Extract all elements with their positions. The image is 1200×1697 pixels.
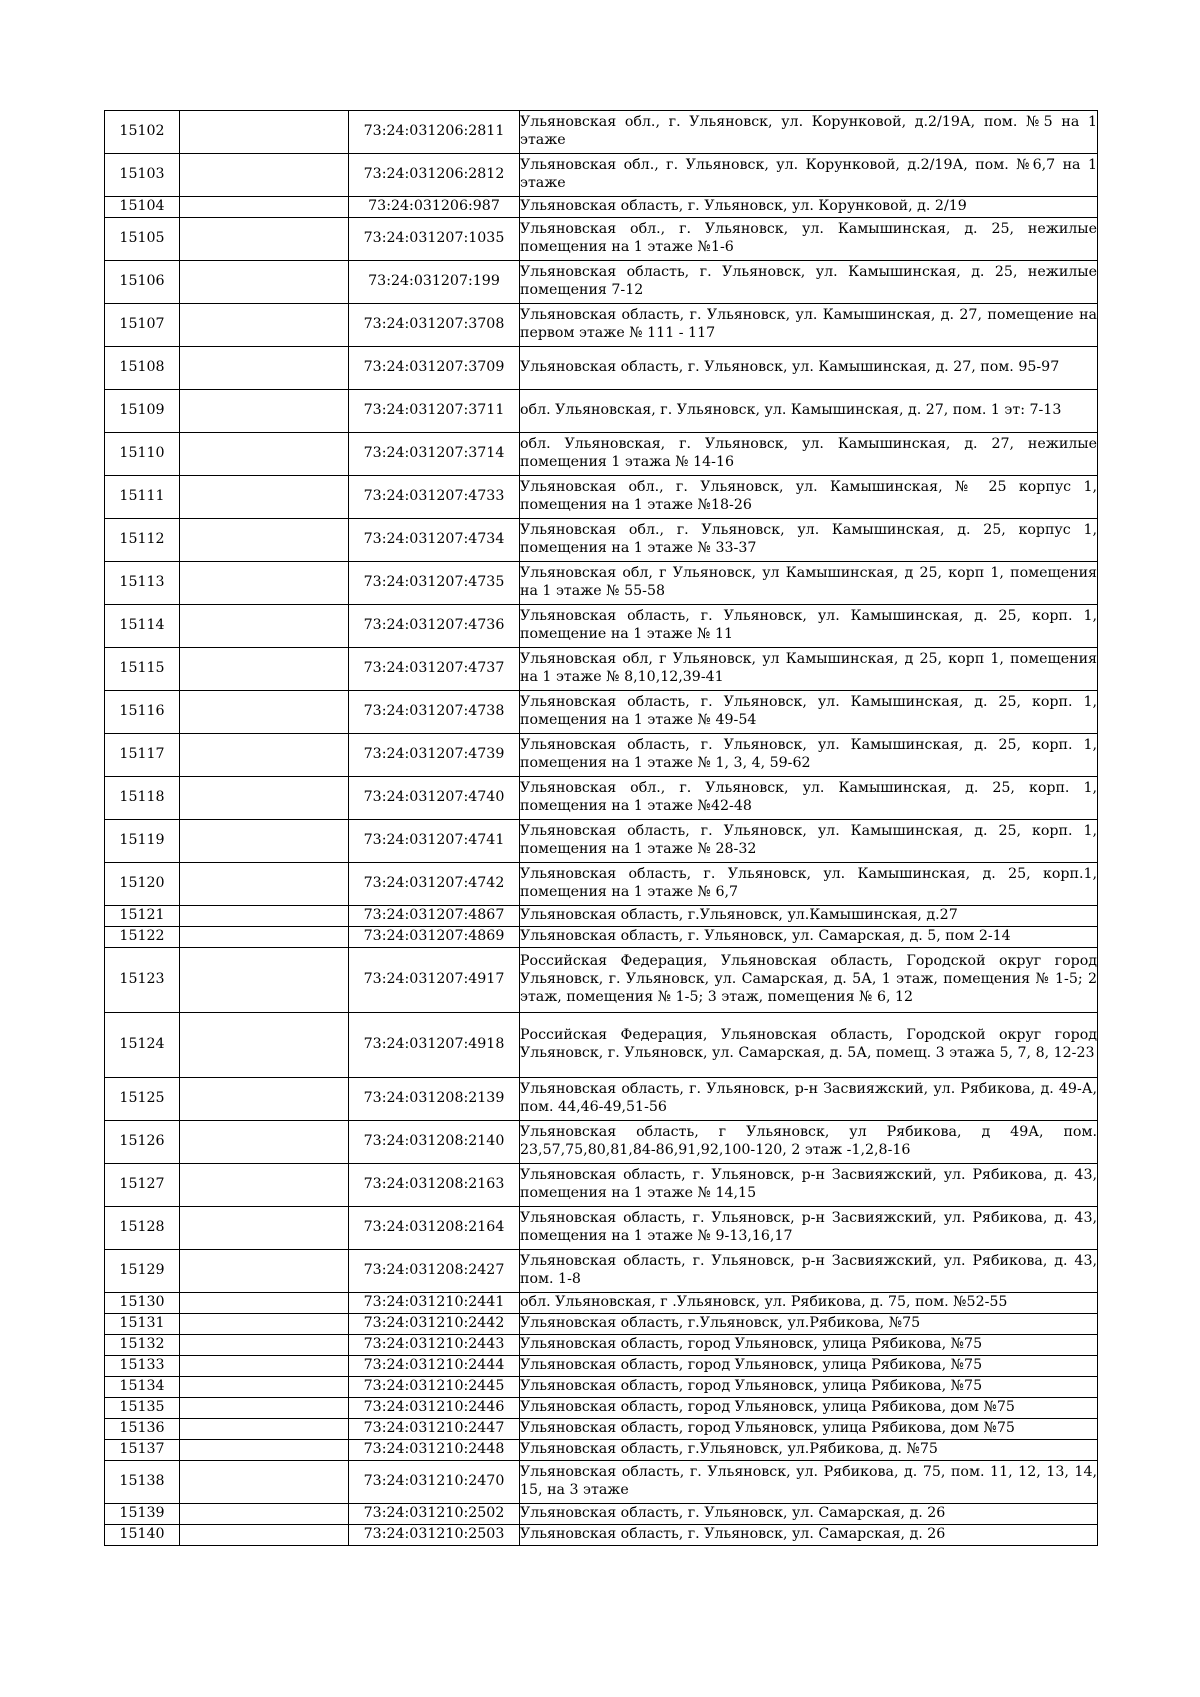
empty-cell xyxy=(180,734,349,777)
table-row xyxy=(105,1250,1098,1293)
row-number-cell: 15122 xyxy=(105,927,180,948)
empty-cell xyxy=(180,777,349,820)
address-cell: Ульяновская область, город Ульяновск, улица Рябикова, №75 xyxy=(520,1335,1098,1356)
cadastral-number-cell: 73:24:031207:4734 xyxy=(349,519,520,562)
table-row xyxy=(105,1078,1098,1121)
empty-cell xyxy=(180,1398,349,1419)
row-number-cell: 15111 xyxy=(105,476,180,519)
table-row xyxy=(105,562,1098,605)
row-number-cell: 15115 xyxy=(105,648,180,691)
address-cell: Ульяновская область, г.Ульяновск, ул.Камышинская, д.27 xyxy=(520,906,1098,927)
address-cell: обл. Ульяновская, г .Ульяновск, ул. Рябикова, д. 75, пом. №52-55 xyxy=(520,1293,1098,1314)
address-cell: Ульяновская область, город Ульяновск, улица Рябикова, дом №75 xyxy=(520,1419,1098,1440)
empty-cell xyxy=(180,347,349,390)
address-cell: Ульяновская область, г. Ульяновск, ул. Камышинская, д. 25, корп.1, помещения на 1 этаже № 6,7 xyxy=(520,863,1098,906)
empty-cell xyxy=(180,948,349,1013)
cadastral-number-cell: 73:24:031207:4917 xyxy=(349,948,520,1013)
cadastral-number-cell: 73:24:031210:2446 xyxy=(349,1398,520,1419)
cadastral-number-cell: 73:24:031206:2812 xyxy=(349,154,520,197)
address-cell: Ульяновская область, г. Ульяновск, ул. Камышинская, д. 27, помещение на первом этаже № 111 - 117 xyxy=(520,304,1098,347)
row-number-cell: 15140 xyxy=(105,1525,180,1546)
address-cell: Ульяновская область, г. Ульяновск, ул. Камышинская, д. 25, корп. 1, помещения на 1 этаже № 28-32 xyxy=(520,820,1098,863)
row-number-cell: 15104 xyxy=(105,197,180,218)
register-body xyxy=(105,111,1098,1546)
table-row xyxy=(105,927,1098,948)
address-cell: Ульяновская область, г. Ульяновск, р-н Засвияжский, ул. Рябикова, д. 43, пом. 1-8 xyxy=(520,1250,1098,1293)
empty-cell xyxy=(180,1525,349,1546)
address-cell: Ульяновская обл., г. Ульяновск, ул. Камышинская, д. 25, корпус 1, помещения на 1 этаже № 33-37 xyxy=(520,519,1098,562)
address-cell: Ульяновская обл, г Ульяновск, ул Камышинская, д 25, корп 1, помещения на 1 этаже № 8,10,12,39-41 xyxy=(520,648,1098,691)
address-cell: Ульяновская область, город Ульяновск, улица Рябикова, №75 xyxy=(520,1377,1098,1398)
row-number-cell: 15109 xyxy=(105,390,180,433)
table-row xyxy=(105,906,1098,927)
address-cell: Ульяновская обл., г. Ульяновск, ул. Камышинская, д. 25, нежилые помещения на 1 этаже №1-6 xyxy=(520,218,1098,261)
row-number-cell: 15103 xyxy=(105,154,180,197)
empty-cell xyxy=(180,1377,349,1398)
row-number-cell: 15117 xyxy=(105,734,180,777)
cadastral-number-cell: 73:24:031210:2441 xyxy=(349,1293,520,1314)
cadastral-number-cell: 73:24:031208:2164 xyxy=(349,1207,520,1250)
empty-cell xyxy=(180,1293,349,1314)
table-row xyxy=(105,154,1098,197)
table-row xyxy=(105,1525,1098,1546)
empty-cell xyxy=(180,1207,349,1250)
row-number-cell: 15113 xyxy=(105,562,180,605)
row-number-cell: 15126 xyxy=(105,1121,180,1164)
table-row xyxy=(105,734,1098,777)
row-number-cell: 15130 xyxy=(105,1293,180,1314)
row-number-cell: 15116 xyxy=(105,691,180,734)
address-cell: Ульяновская область, г. Ульяновск, ул. Камышинская, д. 25, корп. 1, помещение на 1 этаже № 11 xyxy=(520,605,1098,648)
row-number-cell: 15118 xyxy=(105,777,180,820)
cadastral-number-cell: 73:24:031210:2448 xyxy=(349,1440,520,1461)
row-number-cell: 15110 xyxy=(105,433,180,476)
empty-cell xyxy=(180,390,349,433)
row-number-cell: 15102 xyxy=(105,111,180,154)
row-number-cell: 15132 xyxy=(105,1335,180,1356)
cadastral-number-cell: 73:24:031210:2470 xyxy=(349,1461,520,1504)
cadastral-number-cell: 73:24:031208:2427 xyxy=(349,1250,520,1293)
empty-cell xyxy=(180,1013,349,1078)
address-cell: Ульяновская область, г. Ульяновск, р-н Засвияжский, ул. Рябикова, д. 43, помещения на 1 этаже № 9-13,16,17 xyxy=(520,1207,1098,1250)
empty-cell xyxy=(180,1419,349,1440)
empty-cell xyxy=(180,691,349,734)
empty-cell xyxy=(180,927,349,948)
empty-cell xyxy=(180,1440,349,1461)
row-number-cell: 15125 xyxy=(105,1078,180,1121)
empty-cell xyxy=(180,1121,349,1164)
table-row xyxy=(105,519,1098,562)
table-row xyxy=(105,1440,1098,1461)
address-cell: Российская Федерация, Ульяновская область, Городской округ город Ульяновск, г. Ульяновск, ул. Самарская, д. 5А, помещ. 3 этажа 5, 7, 8, 12-23 xyxy=(520,1013,1098,1078)
empty-cell xyxy=(180,433,349,476)
address-cell: Ульяновская область, г. Ульяновск, ул. Камышинская, д. 25, нежилые помещения 7-12 xyxy=(520,261,1098,304)
table-row xyxy=(105,218,1098,261)
cadastral-number-cell: 73:24:031208:2139 xyxy=(349,1078,520,1121)
cadastral-number-cell: 73:24:031210:2444 xyxy=(349,1356,520,1377)
table-row xyxy=(105,1121,1098,1164)
cadastral-number-cell: 73:24:031210:2445 xyxy=(349,1377,520,1398)
empty-cell xyxy=(180,562,349,605)
cadastral-number-cell: 73:24:031208:2140 xyxy=(349,1121,520,1164)
address-cell: Ульяновская область, г Ульяновск, ул Рябикова, д 49А, пом. 23,57,75,80,81,84-86,91,92,100-120, 2 этаж -1,2,8-16 xyxy=(520,1121,1098,1164)
empty-cell xyxy=(180,1504,349,1525)
address-cell: обл. Ульяновская, г. Ульяновск, ул. Камышинская, д. 27, пом. 1 эт: 7-13 xyxy=(520,390,1098,433)
empty-cell xyxy=(180,863,349,906)
table-row xyxy=(105,347,1098,390)
cadastral-number-cell: 73:24:031207:4736 xyxy=(349,605,520,648)
cadastral-number-cell: 73:24:031206:2811 xyxy=(349,111,520,154)
empty-cell xyxy=(180,605,349,648)
empty-cell xyxy=(180,1250,349,1293)
empty-cell xyxy=(180,820,349,863)
address-cell: Ульяновская область, г. Ульяновск, ул. Камышинская, д. 25, корп. 1, помещения на 1 этаже № 49-54 xyxy=(520,691,1098,734)
empty-cell xyxy=(180,906,349,927)
table-row xyxy=(105,261,1098,304)
cadastral-number-cell: 73:24:031207:3714 xyxy=(349,433,520,476)
address-cell: Ульяновская область, г. Ульяновск, р-н Засвияжский, ул. Рябикова, д. 43, помещения на 1 этаже № 14,15 xyxy=(520,1164,1098,1207)
address-cell: Ульяновская область, г. Ульяновск, ул. Камышинская, д. 25, корп. 1, помещения на 1 этаже № 1, 3, 4, 59-62 xyxy=(520,734,1098,777)
table-row xyxy=(105,1461,1098,1504)
empty-cell xyxy=(180,197,349,218)
address-cell: Ульяновская область, г. Ульяновск, ул. Корунковой, д. 2/19 xyxy=(520,197,1098,218)
property-register-table xyxy=(104,110,1098,1546)
address-cell: Ульяновская обл., г. Ульяновск, ул. Корунковой, д.2/19А, пом. №5 на 1 этаже xyxy=(520,111,1098,154)
row-number-cell: 15138 xyxy=(105,1461,180,1504)
cadastral-number-cell: 73:24:031207:4740 xyxy=(349,777,520,820)
cadastral-number-cell: 73:24:031207:4733 xyxy=(349,476,520,519)
cadastral-number-cell: 73:24:031210:2447 xyxy=(349,1419,520,1440)
address-cell: Ульяновская обл, г Ульяновск, ул Камышинская, д 25, корп 1, помещения на 1 этаже № 55-58 xyxy=(520,562,1098,605)
empty-cell xyxy=(180,154,349,197)
table-row xyxy=(105,1207,1098,1250)
empty-cell xyxy=(180,1461,349,1504)
address-cell: Ульяновская область, г. Ульяновск, ул. Самарская, д. 26 xyxy=(520,1525,1098,1546)
cadastral-number-cell: 73:24:031210:2443 xyxy=(349,1335,520,1356)
empty-cell xyxy=(180,111,349,154)
address-cell: Ульяновская область, г. Ульяновск, ул. Самарская, д. 5, пом 2-14 xyxy=(520,927,1098,948)
cadastral-number-cell: 73:24:031207:4735 xyxy=(349,562,520,605)
empty-cell xyxy=(180,304,349,347)
cadastral-number-cell: 73:24:031210:2503 xyxy=(349,1525,520,1546)
row-number-cell: 15106 xyxy=(105,261,180,304)
row-number-cell: 15120 xyxy=(105,863,180,906)
cadastral-number-cell: 73:24:031207:4741 xyxy=(349,820,520,863)
row-number-cell: 15123 xyxy=(105,948,180,1013)
empty-cell xyxy=(180,1164,349,1207)
cadastral-number-cell: 73:24:031206:987 xyxy=(349,197,520,218)
table-row xyxy=(105,1013,1098,1078)
row-number-cell: 15137 xyxy=(105,1440,180,1461)
table-row xyxy=(105,948,1098,1013)
row-number-cell: 15121 xyxy=(105,906,180,927)
cadastral-number-cell: 73:24:031207:3711 xyxy=(349,390,520,433)
cadastral-number-cell: 73:24:031207:4738 xyxy=(349,691,520,734)
row-number-cell: 15135 xyxy=(105,1398,180,1419)
row-number-cell: 15127 xyxy=(105,1164,180,1207)
cadastral-number-cell: 73:24:031207:3708 xyxy=(349,304,520,347)
address-cell: Ульяновская область, г. Ульяновск, ул. Самарская, д. 26 xyxy=(520,1504,1098,1525)
table-row xyxy=(105,1398,1098,1419)
row-number-cell: 15133 xyxy=(105,1356,180,1377)
address-cell: Ульяновская обл., г. Ульяновск, ул. Камышинская, № 25 корпус 1, помещения на 1 этаже №18-26 xyxy=(520,476,1098,519)
table-row xyxy=(105,820,1098,863)
table-row xyxy=(105,433,1098,476)
table-row xyxy=(105,863,1098,906)
cadastral-number-cell: 73:24:031207:4737 xyxy=(349,648,520,691)
table-row xyxy=(105,648,1098,691)
cadastral-number-cell: 73:24:031207:4742 xyxy=(349,863,520,906)
address-cell: Ульяновская область, г.Ульяновск, ул.Рябикова, д. №75 xyxy=(520,1440,1098,1461)
table-row xyxy=(105,691,1098,734)
table-row xyxy=(105,1335,1098,1356)
table-row xyxy=(105,1356,1098,1377)
cadastral-number-cell: 73:24:031210:2442 xyxy=(349,1314,520,1335)
cadastral-number-cell: 73:24:031208:2163 xyxy=(349,1164,520,1207)
empty-cell xyxy=(180,519,349,562)
row-number-cell: 15108 xyxy=(105,347,180,390)
empty-cell xyxy=(180,1314,349,1335)
cadastral-number-cell: 73:24:031207:4918 xyxy=(349,1013,520,1078)
address-cell: Ульяновская область, город Ульяновск, улица Рябикова, №75 xyxy=(520,1356,1098,1377)
cadastral-number-cell: 73:24:031207:1035 xyxy=(349,218,520,261)
row-number-cell: 15136 xyxy=(105,1419,180,1440)
row-number-cell: 15128 xyxy=(105,1207,180,1250)
row-number-cell: 15112 xyxy=(105,519,180,562)
empty-cell xyxy=(180,648,349,691)
row-number-cell: 15139 xyxy=(105,1504,180,1525)
empty-cell xyxy=(180,1078,349,1121)
row-number-cell: 15107 xyxy=(105,304,180,347)
row-number-cell: 15114 xyxy=(105,605,180,648)
address-cell: Ульяновская область, город Ульяновск, улица Рябикова, дом №75 xyxy=(520,1398,1098,1419)
table-row xyxy=(105,1504,1098,1525)
table-row xyxy=(105,390,1098,433)
row-number-cell: 15131 xyxy=(105,1314,180,1335)
cadastral-number-cell: 73:24:031207:199 xyxy=(349,261,520,304)
cadastral-number-cell: 73:24:031207:4869 xyxy=(349,927,520,948)
cadastral-number-cell: 73:24:031207:4867 xyxy=(349,906,520,927)
cadastral-number-cell: 73:24:031207:4739 xyxy=(349,734,520,777)
address-cell: Ульяновская обл., г. Ульяновск, ул. Корунковой, д.2/19А, пом. №6,7 на 1 этаже xyxy=(520,154,1098,197)
row-number-cell: 15129 xyxy=(105,1250,180,1293)
row-number-cell: 15105 xyxy=(105,218,180,261)
table-row xyxy=(105,111,1098,154)
table-row xyxy=(105,1164,1098,1207)
table-row xyxy=(105,1293,1098,1314)
empty-cell xyxy=(180,218,349,261)
address-cell: обл. Ульяновская, г. Ульяновск, ул. Камышинская, д. 27, нежилые помещения 1 этажа № 14-16 xyxy=(520,433,1098,476)
address-cell: Ульяновская обл., г. Ульяновск, ул. Камышинская, д. 25, корп. 1, помещения на 1 этаже №42-48 xyxy=(520,777,1098,820)
table-row xyxy=(105,1377,1098,1398)
empty-cell xyxy=(180,1356,349,1377)
row-number-cell: 15134 xyxy=(105,1377,180,1398)
cadastral-number-cell: 73:24:031210:2502 xyxy=(349,1504,520,1525)
empty-cell xyxy=(180,1335,349,1356)
empty-cell xyxy=(180,261,349,304)
table-row xyxy=(105,777,1098,820)
row-number-cell: 15124 xyxy=(105,1013,180,1078)
table-row xyxy=(105,304,1098,347)
table-row xyxy=(105,476,1098,519)
row-number-cell: 15119 xyxy=(105,820,180,863)
address-cell: Ульяновская область, г. Ульяновск, р-н Засвияжский, ул. Рябикова, д. 49-А, пом. 44,46-49,51-56 xyxy=(520,1078,1098,1121)
table-row xyxy=(105,605,1098,648)
table-row xyxy=(105,1314,1098,1335)
address-cell: Ульяновская область, г. Ульяновск, ул. Рябикова, д. 75, пом. 11, 12, 13, 14, 15, на 3 этаже xyxy=(520,1461,1098,1504)
cadastral-number-cell: 73:24:031207:3709 xyxy=(349,347,520,390)
address-cell: Ульяновская область, г.Ульяновск, ул.Рябикова, №75 xyxy=(520,1314,1098,1335)
address-cell: Ульяновская область, г. Ульяновск, ул. Камышинская, д. 27, пом. 95-97 xyxy=(520,347,1098,390)
table-row xyxy=(105,1419,1098,1440)
empty-cell xyxy=(180,476,349,519)
address-cell: Российская Федерация, Ульяновская область, Городской округ город Ульяновск, г. Ульяновск, ул. Самарская, д. 5А, 1 этаж, помещения № 1-5; 2 этаж, помещения № 1-5; 3 этаж, помещения № 6, 12 xyxy=(520,948,1098,1013)
table-row xyxy=(105,197,1098,218)
